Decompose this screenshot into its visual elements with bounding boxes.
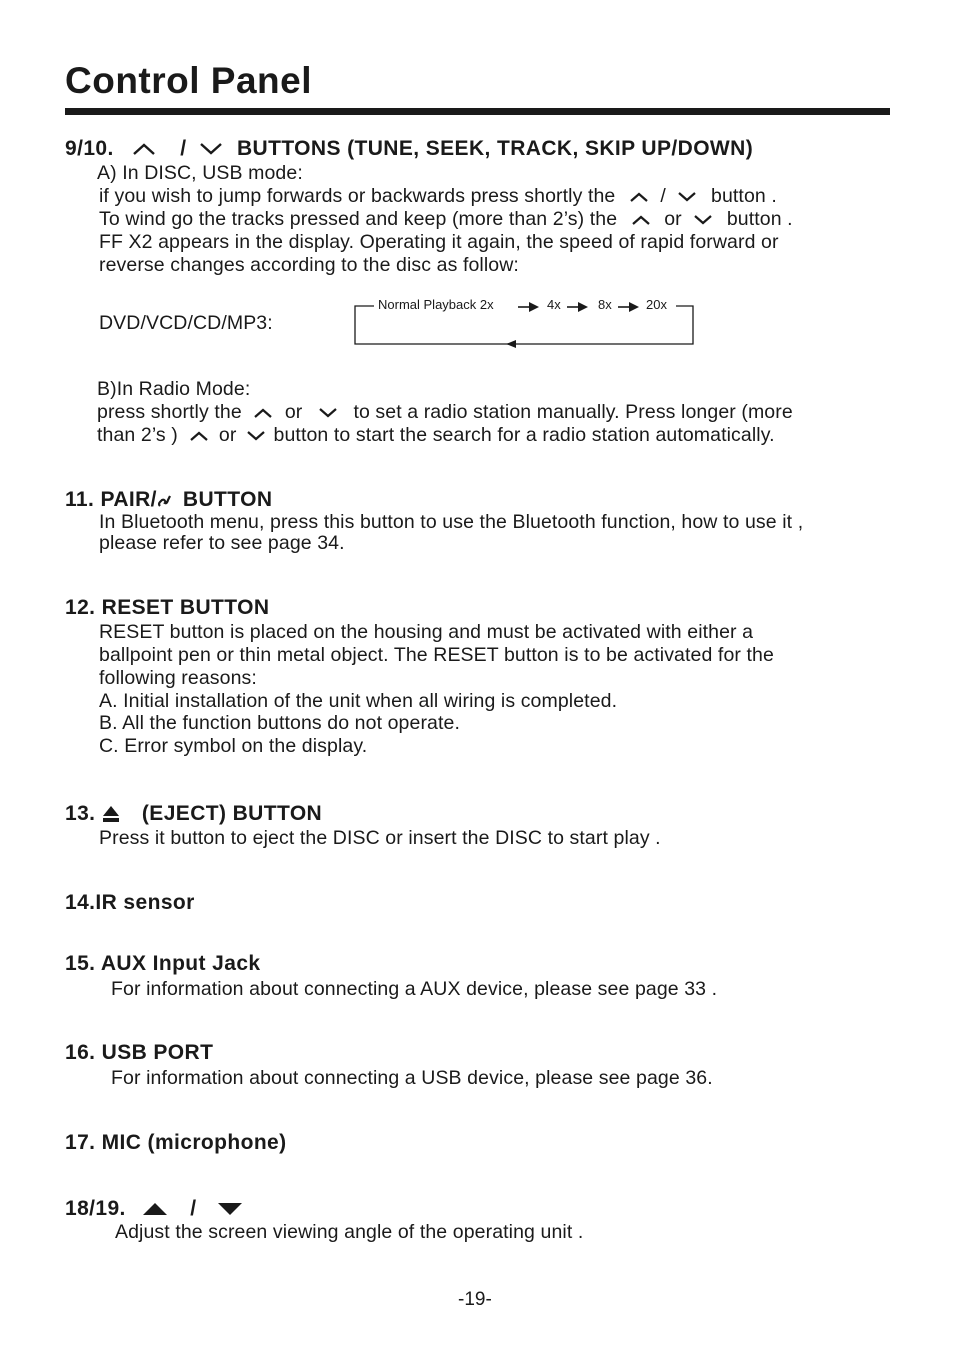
disc-line-3: FF X2 appears in the display. Operating it again, the speed of rapid forward or	[99, 231, 779, 253]
section-15-heading: 15. AUX Input Jack	[65, 952, 261, 975]
text: press shortly the	[97, 401, 242, 423]
section-11-line-1: In Bluetooth menu, press this button to use the Bluetooth function, how to use it ,	[99, 511, 804, 533]
section-13-line-1: Press it button to eject the DISC or insert the DISC to start play .	[99, 827, 661, 849]
text: button to start the search for a radio station automatically.	[273, 424, 775, 446]
text: 13.	[65, 802, 96, 825]
section-12-line-2: ballpoint pen or thin metal object. The RESET button is to be activated for the	[99, 644, 774, 666]
text: button .	[726, 208, 793, 230]
section-12-line-6: C. Error symbol on the display.	[99, 735, 368, 757]
text: to set a radio station manually. Press longer (more	[353, 401, 793, 423]
text: /	[660, 185, 666, 207]
text: (EJECT) BUTTON	[141, 802, 323, 825]
section-12-line-1: RESET button is placed on the housing and must be activated with either a	[99, 621, 754, 643]
eject-icon	[102, 805, 120, 823]
section-17-heading: 17. MIC (microphone)	[65, 1131, 287, 1154]
diagram-step: 8x	[598, 297, 612, 312]
phone-icon	[157, 492, 173, 508]
text: button .	[711, 185, 777, 207]
section-18-19-heading	[65, 1197, 243, 1221]
section-16-heading: 16. USB PORT	[65, 1041, 214, 1064]
section-12-line-3: following reasons:	[99, 667, 257, 689]
heading-text: BUTTONS (TUNE, SEEK, TRACK, SKIP UP/DOWN)	[236, 137, 754, 160]
text: or	[218, 424, 237, 446]
radio-line-2	[97, 424, 775, 447]
page-title: Control Panel	[65, 60, 313, 101]
section-14-heading: 14.IR sensor	[65, 891, 195, 914]
section-15-line-1: For information about connecting a AUX device, please see page 33 .	[111, 978, 718, 1000]
diagram-label: DVD/VCD/CD/MP3:	[99, 312, 273, 334]
section-11-line-2: please refer to see page 34.	[99, 532, 345, 554]
section-12-line-5: B. All the function buttons do not operate.	[99, 712, 460, 734]
chevron-up-icon	[629, 191, 649, 203]
chevron-down-icon	[199, 142, 223, 156]
radio-mode-label: B)In Radio Mode:	[97, 378, 251, 400]
chevron-up-icon	[253, 407, 273, 419]
section-number: 9/10.	[65, 137, 114, 160]
text: 18/19.	[65, 1197, 126, 1220]
title-rule	[65, 108, 890, 115]
arrow-right-icon	[618, 300, 640, 318]
text: /	[190, 1197, 197, 1220]
text: BUTTON	[182, 488, 273, 511]
chevron-down-icon	[693, 214, 713, 226]
disc-line-2	[99, 208, 793, 231]
arrow-right-icon	[567, 300, 589, 318]
page-number: -19-	[458, 1289, 492, 1310]
chevron-up-icon	[132, 142, 156, 156]
chevron-down-icon	[677, 191, 697, 203]
disc-line-4: reverse changes according to the disc as follow:	[99, 254, 519, 276]
chevron-up-icon	[189, 430, 209, 442]
section-9-10-heading	[65, 137, 753, 161]
disc-mode-label: A) In DISC, USB mode:	[97, 162, 303, 184]
text: or	[284, 401, 303, 423]
triangle-down-icon	[217, 1202, 243, 1216]
section-18-19-line-1: Adjust the screen viewing angle of the operating unit .	[115, 1221, 584, 1243]
arrow-right-icon	[518, 300, 540, 318]
speed-cycle-diagram	[354, 296, 694, 348]
text: or	[664, 208, 682, 230]
radio-line-1	[97, 401, 793, 424]
section-16-line-1: For information about connecting a USB device, please see page 36.	[111, 1067, 713, 1089]
chevron-up-icon	[631, 214, 651, 226]
text: if you wish to jump forwards or backwards press shortly the	[99, 185, 616, 207]
text: than 2’s )	[97, 424, 178, 446]
chevron-down-icon	[318, 407, 338, 419]
diagram-step: 4x	[547, 297, 561, 312]
disc-line-1	[99, 185, 777, 208]
text: 11. PAIR/	[65, 488, 157, 511]
section-12-line-4: A. Initial installation of the unit when all wiring is completed.	[99, 690, 618, 712]
triangle-up-icon	[142, 1202, 168, 1216]
heading-slash: /	[180, 137, 187, 160]
section-12-heading: 12. RESET BUTTON	[65, 596, 270, 619]
section-13-heading	[65, 802, 322, 826]
section-11-heading	[65, 488, 272, 512]
diagram-step: Normal Playback 2x	[378, 297, 494, 312]
chevron-down-icon	[246, 430, 266, 442]
text: To wind go the tracks pressed and keep (more than 2’s) the	[99, 208, 618, 230]
diagram-step: 20x	[646, 297, 667, 312]
